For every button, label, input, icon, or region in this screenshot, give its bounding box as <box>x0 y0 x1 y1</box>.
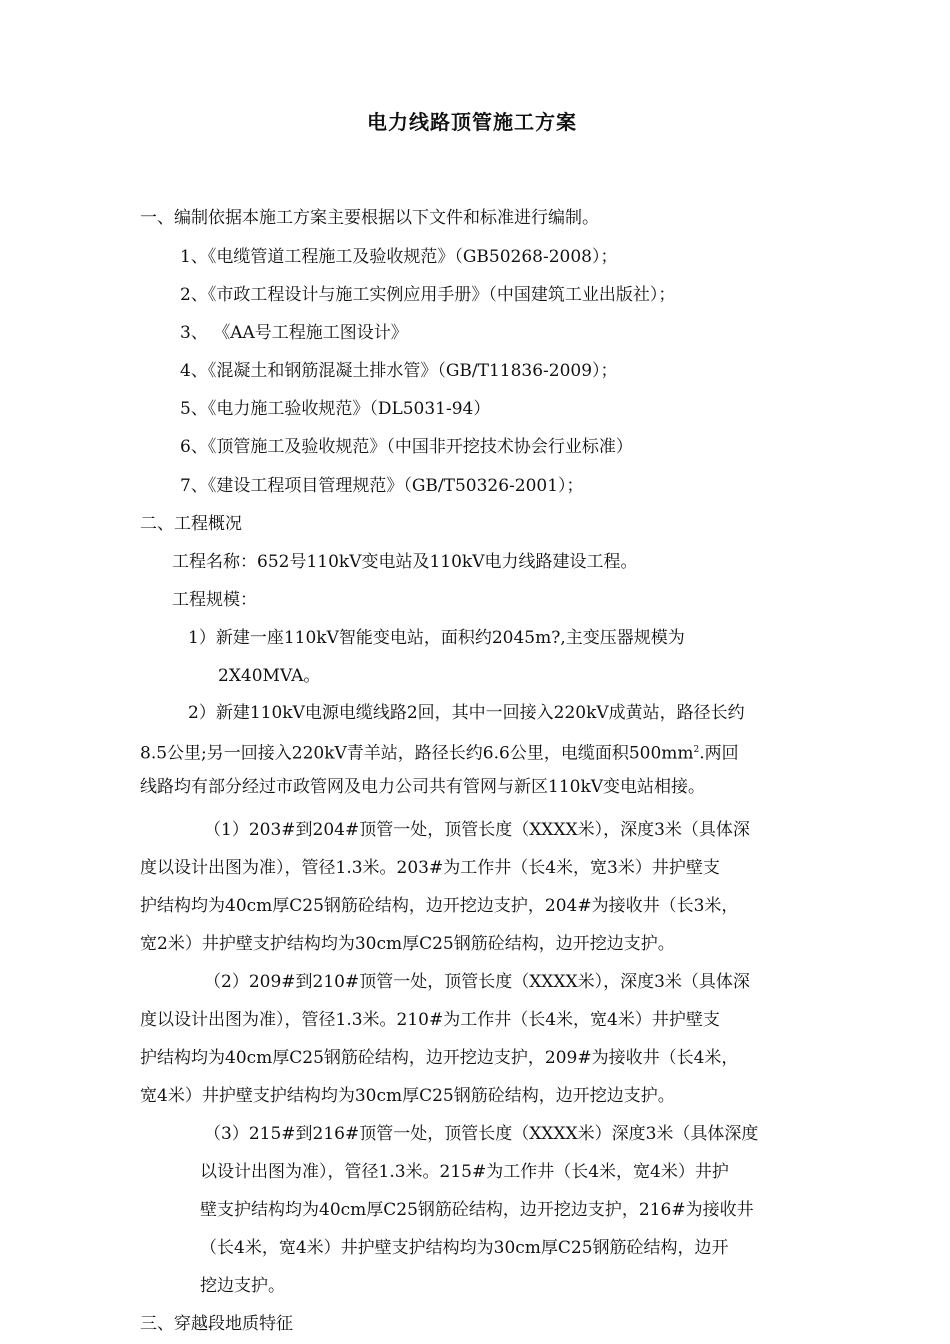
sub-item-3-line-4: （长4米，宽4米）井护壁支护结构均为30cm厚C25钢筋砼结构，边开 <box>200 1238 729 1258</box>
reference-item-7: 7、《建设工程项目管理规范》（GB/T50326-2001）； <box>180 476 584 496</box>
sub-item-1-line-3: 护结构均为40cm厚C25钢筋砼结构，边开挖边支护，204#为接收井（长3米， <box>140 896 739 916</box>
sub-item-2-line-1: （2）209#到210#顶管一处，顶管长度（XXXX米），深度3米（具体深 <box>204 972 750 992</box>
sub-item-3-line-2: 以设计出图为准），管径1.3米。215#为工作井（长4米，宽4米）井护 <box>200 1162 729 1182</box>
project-name: 工程名称：652号110kV变电站及110kV电力线路建设工程。 <box>172 552 638 572</box>
scale-item-2-line-2 <box>140 738 739 766</box>
reference-item-4: 4、《混凝土和钢筋混凝土排水管》（GB/T11836-2009）； <box>180 361 618 381</box>
reference-item-3: 3、 《AA号工程施工图设计》 <box>180 323 408 343</box>
section-1-heading: 一、编制依据本施工方案主要根据以下文件和标准进行编制。 <box>140 208 599 228</box>
scale-item-2-line-3: 线路均有部分经过市政管网及电力公司共有管网与新区110kV变电站相接。 <box>140 777 706 797</box>
sub-item-1-line-4: 宽2米）井护壁支护结构均为30cm厚C25钢筋砼结构，边开挖边支护。 <box>140 934 675 954</box>
scale-item-1-line-1: 1）新建一座110kV智能变电站，面积约2045m?,主变压器规模为 <box>188 628 685 648</box>
sub-item-3-line-3: 壁支护结构均为40cm厚C25钢筋砼结构，边开挖边支护，216#为接收井 <box>200 1200 754 1220</box>
scale-item-2-text: 8.5公里;另一回接入220kV青羊站，路径长约6.6公里，电缆面积500mm <box>140 743 694 764</box>
section-3-heading: 三、穿越段地质特征 <box>140 1314 293 1334</box>
scale-item-2-tail: .两回 <box>699 743 739 764</box>
sub-item-1-line-1: （1）203#到204#顶管一处，顶管长度（XXXX米），深度3米（具体深 <box>204 820 750 840</box>
reference-item-6: 6、《顶管施工及验收规范》（中国非开挖技术协会行业标准） <box>180 437 633 457</box>
superscript-2: 2 <box>693 745 700 755</box>
section-2-heading: 二、工程概况 <box>140 514 242 534</box>
document-title: 电力线路顶管施工方案 <box>367 110 577 134</box>
sub-item-2-line-4: 宽4米）井护壁支护结构均为30cm厚C25钢筋砼结构，边开挖边支护。 <box>140 1086 675 1106</box>
sub-item-2-line-2: 度以设计出图为准），管径1.3米。210#为工作井（长4米，宽4米）井护壁支 <box>140 1010 720 1030</box>
sub-item-2-line-3: 护结构均为40cm厚C25钢筋砼结构，边开挖边支护，209#为接收井（长4米， <box>140 1048 739 1068</box>
sub-item-1-line-2: 度以设计出图为准），管径1.3米。203#为工作井（长4米，宽3米）井护壁支 <box>140 858 720 878</box>
reference-item-1: 1、《电缆管道工程施工及验收规范》（GB50268-2008）； <box>180 247 618 267</box>
sub-item-3-line-5: 挖边支护。 <box>200 1276 285 1296</box>
reference-item-2: 2、《市政工程设计与施工实例应用手册》（中国建筑工业出版社）； <box>180 285 676 305</box>
scale-item-1-line-2: 2X40MVA。 <box>218 666 321 686</box>
project-scale-label: 工程规模： <box>172 590 257 610</box>
reference-item-5: 5、《电力施工验收规范》（DL5031-94） <box>180 399 491 419</box>
sub-item-3-line-1: （3）215#到216#顶管一处，顶管长度（XXXX米）深度3米（具体深度 <box>204 1124 759 1144</box>
scale-item-2-line-1: 2）新建110kV电源电缆线路2回，其中一回接入220kV成黄站，路径长约 <box>188 703 745 723</box>
